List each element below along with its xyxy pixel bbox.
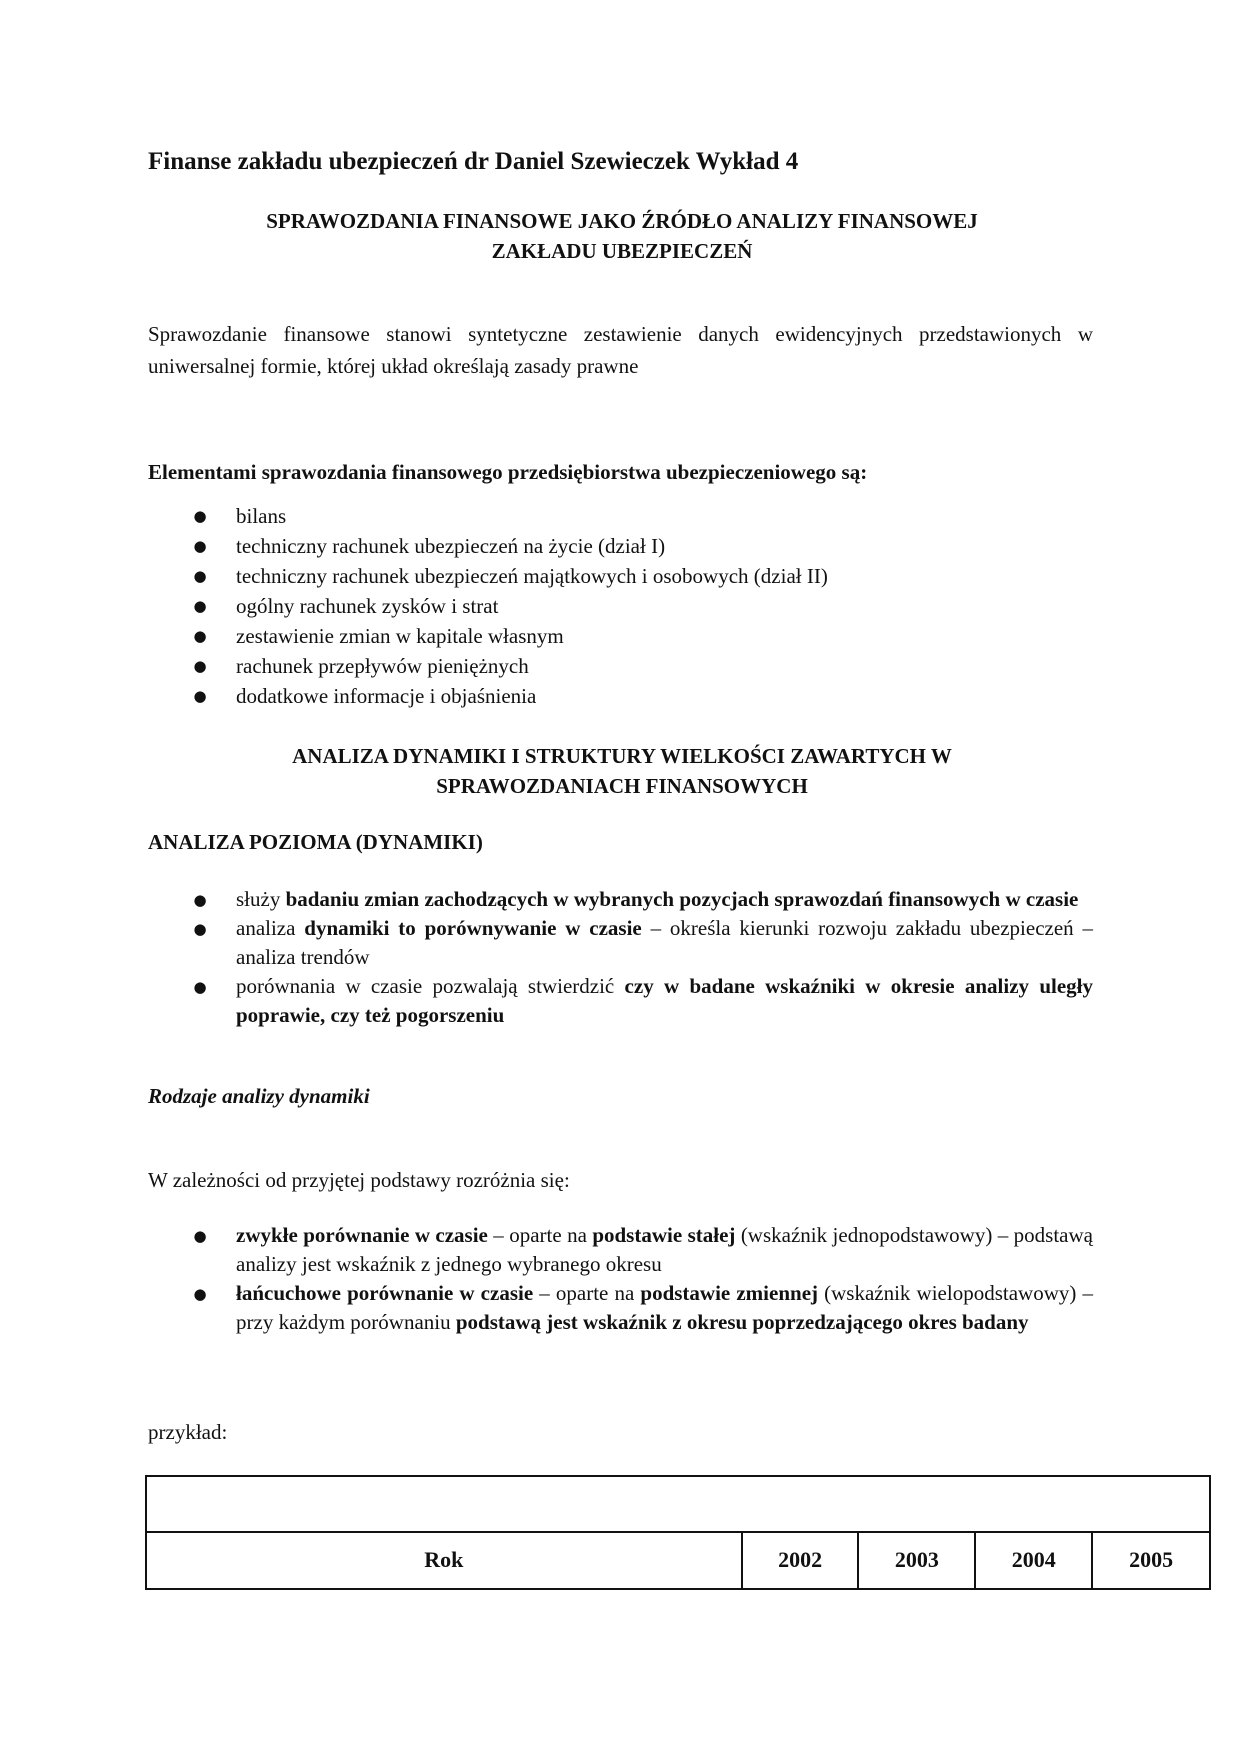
- heading-line: ZAKŁADU UBEZPIECZEŃ: [491, 239, 753, 263]
- bullet-icon: ●: [193, 537, 207, 555]
- section-heading-financial-statements: [148, 206, 1096, 266]
- table-cell: [146, 1476, 1210, 1532]
- list-item: ● bilans: [148, 501, 1093, 531]
- bullet-icon: ●: [193, 1227, 207, 1245]
- list-item: ● zestawienie zmian w kapitale własnym: [148, 621, 1093, 651]
- section-heading-dynamics-structure: [148, 741, 1096, 801]
- horizontal-analysis-list: [148, 885, 1093, 1030]
- bullet-icon: ●: [193, 687, 207, 705]
- elements-heading: Elementami sprawozdania finansowego przedsiębiorstwa ubezpieczeniowego są:: [148, 460, 868, 484]
- analysis-types-list: [148, 1221, 1093, 1337]
- heading-line: SPRAWOZDANIA FINANSOWE JAKO ŹRÓDŁO ANALIZY FINANSOWEJ: [266, 209, 978, 233]
- bullet-icon: ●: [193, 627, 207, 645]
- bullet-icon: ●: [193, 597, 207, 615]
- table-title-row: [146, 1476, 1210, 1532]
- bullet-icon: ●: [193, 1285, 207, 1303]
- example-table: [145, 1475, 1211, 1590]
- bullet-icon: ●: [193, 920, 207, 938]
- analysis-types-intro: W zależności od przyjętej podstawy rozróżnia się:: [148, 1168, 570, 1192]
- table-header-row: [146, 1532, 1210, 1589]
- list-item: ● zwykłe porównanie w czasie – oparte na podstawie stałej (wskaźnik jednopodstawowy) – podstawą analizy jest wskaźnik z jednego wybranego okresu: [148, 1221, 1093, 1279]
- list-item: ● ogólny rachunek zysków i strat: [148, 591, 1093, 621]
- table-header-cell: Rok: [146, 1532, 742, 1589]
- bullet-icon: ●: [193, 507, 207, 525]
- table-header-cell: 2005: [1092, 1532, 1210, 1589]
- horizontal-analysis-heading: ANALIZA POZIOMA (DYNAMIKI): [148, 830, 483, 854]
- heading-line: SPRAWOZDANIACH FINANSOWYCH: [436, 774, 808, 798]
- example-label: przykład:: [148, 1420, 228, 1444]
- list-item: ● służy badaniu zmian zachodzących w wybranych pozycjach sprawozdań finansowych w czasie: [148, 885, 1093, 914]
- list-item: ● techniczny rachunek ubezpieczeń majątkowych i osobowych (dział II): [148, 561, 1093, 591]
- bullet-icon: ●: [193, 891, 207, 909]
- list-item: ● dodatkowe informacje i objaśnienia: [148, 681, 1093, 711]
- list-item: ● analiza dynamiki to porównywanie w czasie – określa kierunki rozwoju zakładu ubezpieczeń – analiza trendów: [148, 914, 1093, 972]
- table-header-cell: 2004: [975, 1532, 1092, 1589]
- table-header-cell: 2003: [858, 1532, 975, 1589]
- bullet-icon: ●: [193, 657, 207, 675]
- analysis-types-heading: Rodzaje analizy dynamiki: [148, 1084, 370, 1108]
- list-item: ● techniczny rachunek ubezpieczeń na życie (dział I): [148, 531, 1093, 561]
- document-title: Finanse zakładu ubezpieczeń dr Daniel Szewieczek Wykład 4: [148, 148, 799, 175]
- bullet-icon: ●: [193, 978, 207, 996]
- heading-line: ANALIZA DYNAMIKI I STRUKTURY WIELKOŚCI ZAWARTYCH W: [292, 744, 952, 768]
- elements-list: [148, 501, 1093, 711]
- bullet-icon: ●: [193, 567, 207, 585]
- list-item: ● porównania w czasie pozwalają stwierdzić czy w badane wskaźniki w okresie analizy uległy poprawie, czy też pogorszeniu: [148, 972, 1093, 1030]
- intro-paragraph: Sprawozdanie finansowe stanowi syntetyczne zestawienie danych ewidencyjnych przedstawionych w uniwersalnej formie, której układ określają zasady prawne: [148, 322, 1093, 378]
- list-item: ● rachunek przepływów pieniężnych: [148, 651, 1093, 681]
- list-item: ● łańcuchowe porównanie w czasie – oparte na podstawie zmiennej (wskaźnik wielopodstawowy) – przy każdym porównaniu podstawą jest wskaźnik z okresu poprzedzającego okres badany: [148, 1279, 1093, 1337]
- table-header-cell: 2002: [742, 1532, 859, 1589]
